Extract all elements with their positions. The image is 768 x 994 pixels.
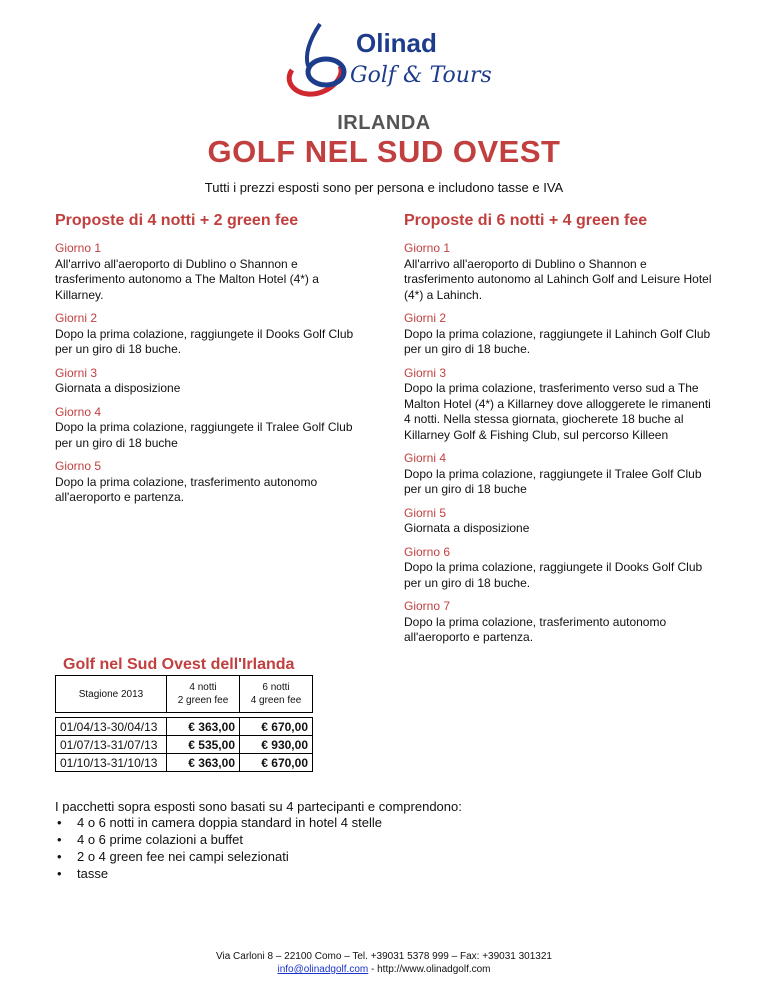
period-cell: 01/04/13-30/04/13 — [56, 718, 167, 736]
includes-intro: I pacchetti sopra esposti sono basati su 4 partecipanti e comprendono: — [55, 799, 462, 814]
company-logo — [278, 22, 498, 102]
itinerary-heading: Proposte di 6 notti + 4 green fee — [404, 212, 648, 229]
itinerary-day — [404, 599, 714, 646]
page-title: GOLF NEL SUD OVEST — [207, 134, 561, 169]
table-header-row — [56, 676, 313, 713]
itinerary-day — [55, 405, 365, 452]
price-note: Tutti i prezzi esposti sono per persona e includono tasse e IVA — [204, 180, 564, 195]
itinerary-day — [404, 506, 714, 537]
day-label: Giorno 1 — [55, 241, 102, 255]
footer-separator: - — [368, 964, 378, 975]
itinerary-6-nights — [404, 212, 714, 654]
itinerary-heading: Proposte di 4 notti + 2 green fee — [55, 212, 299, 229]
day-label: Giorni 4 — [404, 451, 447, 465]
website-link[interactable]: http://www.olinadgolf.com — [377, 964, 491, 975]
day-text: Dopo la prima colazione, raggiungete il Tralee Golf Club per un giro di 18 buche — [404, 466, 702, 496]
day-text: Giornata a disposizione — [55, 381, 181, 395]
col-6-nights-header: 6 notti 4 green fee — [240, 676, 313, 713]
day-text: Dopo la prima colazione, trasferimento autonomo all'aeroporto e partenza. — [404, 614, 667, 644]
day-label: Giorni 3 — [404, 365, 447, 380]
day-text: All'arrivo all'aeroporto di Dublino o Shannon e trasferimento autonomo al Lahinch Golf and Leisure Hotel (4*) a Lahinch. — [404, 256, 712, 302]
day-text: Dopo la prima colazione, trasferimento verso sud a The Malton Hotel (4*) a Killarney dove alloggerete le rimanenti 4 notti. Nella stessa giornata, giocherete 18 buche al Killarney Golf & Fishing Club, sul percorso Killeen — [404, 381, 711, 442]
day-text: Dopo la prima colazione, raggiungete il Dooks Golf Club per un giro di 18 buche. — [55, 326, 354, 356]
price-table-title: Golf nel Sud Ovest dell'Irlanda — [63, 656, 295, 673]
logo-tagline: Golf & Tours — [350, 63, 492, 88]
day-label: Giorno 5 — [55, 459, 102, 473]
itinerary-day — [55, 241, 365, 303]
season-header: Stagione 2013 — [56, 676, 167, 713]
day-label: Giorno 7 — [404, 599, 451, 613]
price-cell: € 670,00 — [240, 754, 313, 772]
table-row — [56, 754, 313, 772]
list-item: • 4 o 6 prime colazioni a buffet — [55, 831, 382, 848]
list-item: • 2 o 4 green fee nei campi selezionati — [55, 848, 382, 865]
email-link[interactable]: info@olinadgolf.com — [277, 964, 369, 975]
list-item: • 4 o 6 notti in camera doppia standard in hotel 4 stelle — [55, 814, 382, 831]
day-text: Giornata a disposizione — [404, 521, 530, 535]
itinerary-day — [55, 459, 365, 506]
footer-links — [0, 963, 768, 976]
list-item: • tasse — [55, 865, 382, 882]
table-row — [56, 736, 313, 754]
day-label: Giorno 4 — [55, 404, 102, 419]
col-4-nights-header: 4 notti 2 green fee — [167, 676, 240, 713]
price-cell: € 930,00 — [240, 736, 313, 754]
itinerary-day — [404, 241, 714, 303]
day-label: Giorno 1 — [404, 241, 451, 255]
includes-list — [55, 814, 382, 882]
period-cell: 01/07/13-31/07/13 — [56, 736, 167, 754]
day-text: Dopo la prima colazione, trasferimento autonomo all'aeroporto e partenza. — [55, 474, 318, 504]
price-cell: € 363,00 — [167, 718, 240, 736]
price-table — [55, 675, 313, 772]
day-label: Giorno 6 — [404, 544, 451, 559]
itinerary-day — [404, 451, 714, 498]
table-row — [56, 718, 313, 736]
itinerary-day — [404, 311, 714, 358]
day-text: All'arrivo all'aeroporto di Dublino o Shannon e trasferimento autonomo a The Malton Hotel (4*) a Killarney. — [55, 256, 319, 302]
day-text: Dopo la prima colazione, raggiungete il Tralee Golf Club per un giro di 18 buche — [55, 420, 353, 450]
itinerary-day — [55, 366, 365, 397]
day-text: Dopo la prima colazione, raggiungete il Lahinch Golf Club per un giro di 18 buche. — [404, 326, 711, 356]
itinerary-day — [404, 545, 714, 592]
footer-address: Via Carloni 8 – 22100 Como – Tel. +39031 5378 999 – Fax: +39031 301321 — [215, 951, 552, 962]
price-cell: € 670,00 — [240, 718, 313, 736]
itinerary-day — [404, 366, 714, 444]
price-cell: € 535,00 — [167, 736, 240, 754]
logo-brand: Olinad — [356, 28, 437, 58]
day-text: Dopo la prima colazione, raggiungete il Dooks Golf Club per un giro di 18 buche. — [404, 560, 703, 590]
itinerary-4-nights — [55, 212, 365, 514]
country-heading: IRLANDA — [337, 112, 431, 134]
day-label: Giorni 2 — [404, 311, 447, 325]
period-cell: 01/10/13-31/10/13 — [56, 754, 167, 772]
itinerary-day — [55, 311, 365, 358]
price-cell: € 363,00 — [167, 754, 240, 772]
day-label: Giorni 3 — [55, 365, 98, 380]
day-label: Giorni 2 — [55, 311, 98, 325]
footer — [0, 950, 768, 976]
day-label: Giorni 5 — [404, 505, 447, 520]
